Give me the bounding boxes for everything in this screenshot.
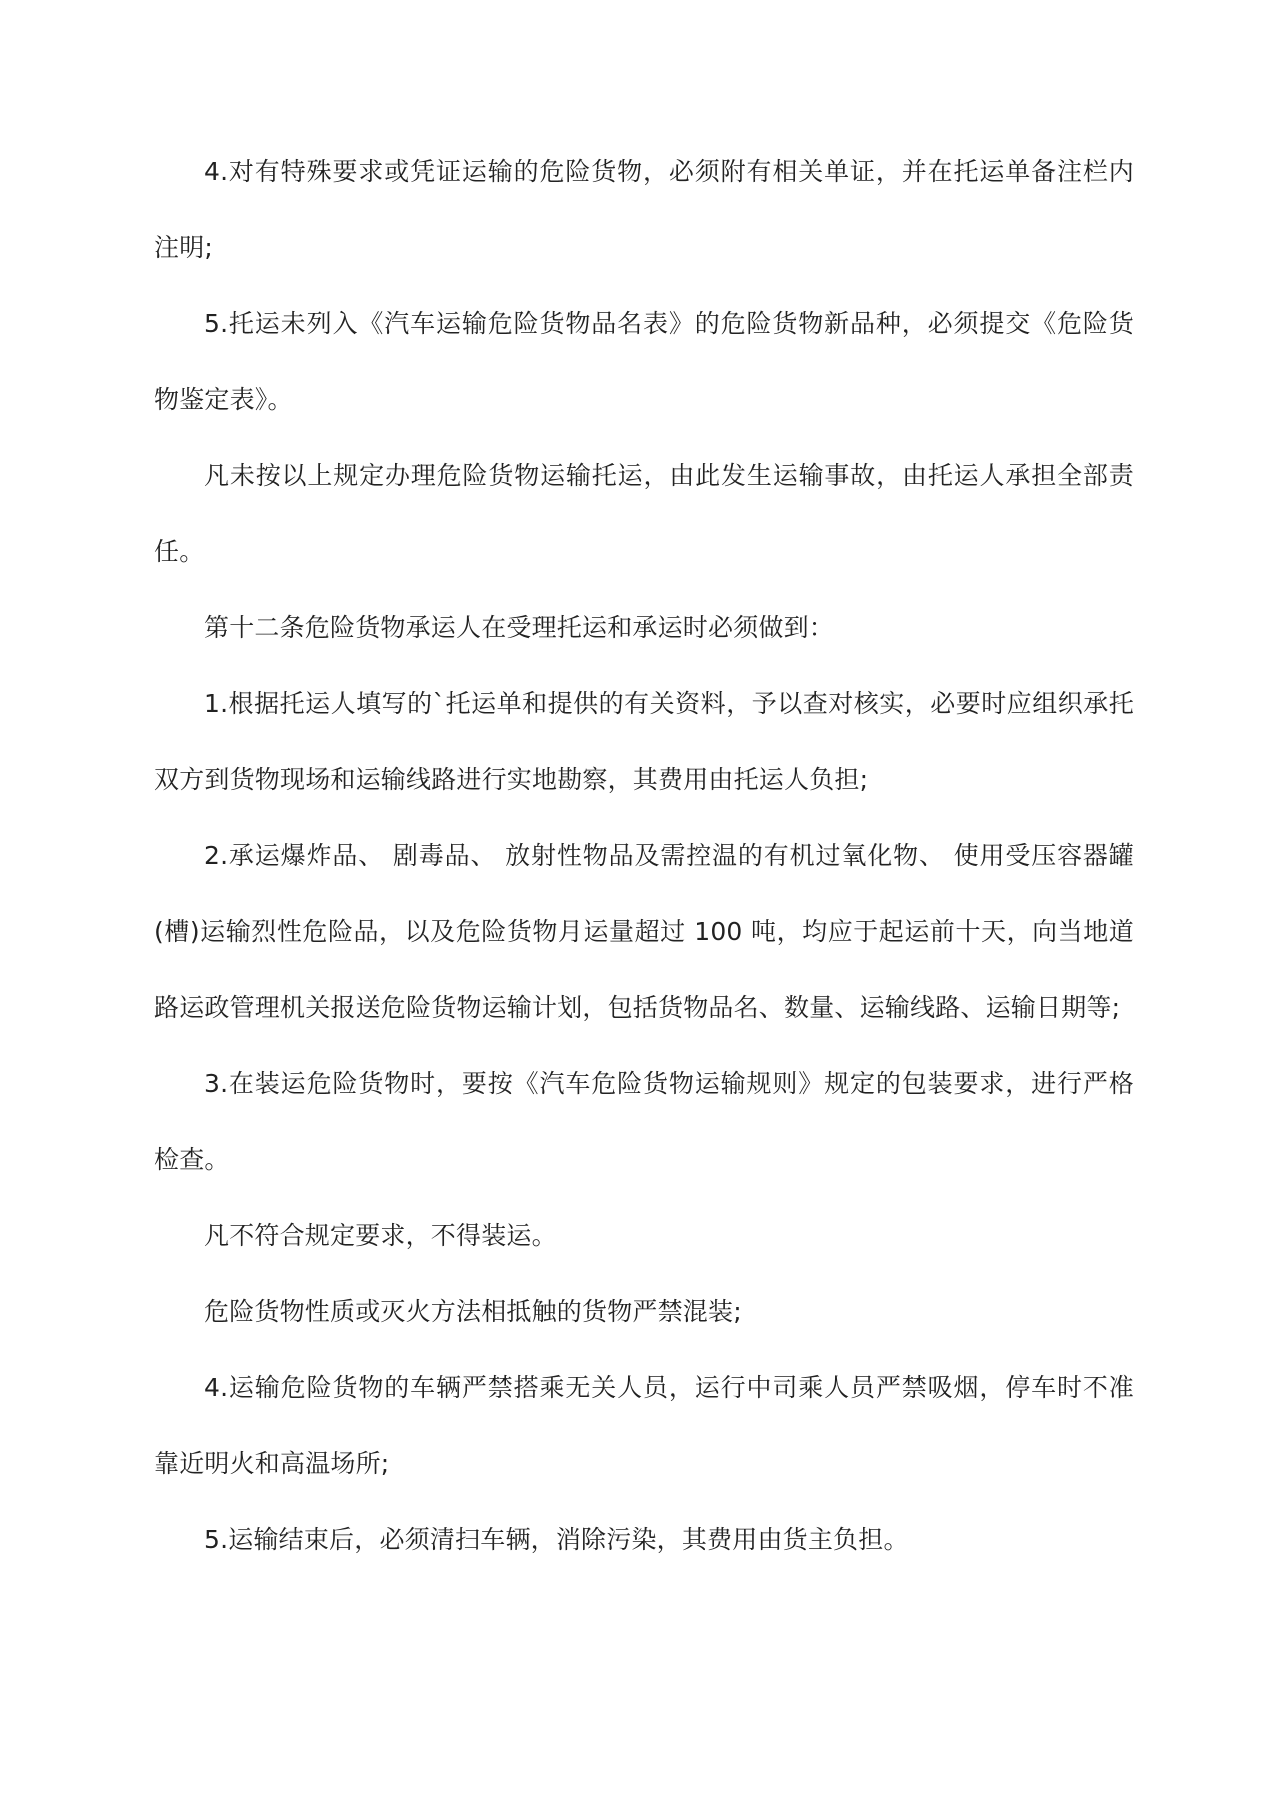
paragraph-item-1-verification: 1.根据托运人填写的`托运单和提供的有关资料，予以查对核实，必要时应组织承托双方到货物现场和运输线路进行实地勘察，其费用由托运人负担; xyxy=(154,689,1134,794)
paragraph-item-2-transport-plan: 2.承运爆炸品、 剧毒品、 放射性物品及需控温的有机过氧化物、 使用受压容器罐(槽)运输烈性危险品，以及危险货物月运量超过 100 吨，均应于起运前十天，向当地道路运政管理机关报送危险货物运输计划，包括货物品名、数量、运输线路、运输日期等; xyxy=(154,841,1134,1022)
paragraph-no-mixed-loading: 危险货物性质或灭火方法相抵触的货物严禁混装; xyxy=(204,1297,742,1326)
paragraph-article-12-heading: 第十二条危险货物承运人在受理托运和承运时必须做到： xyxy=(204,613,835,642)
document-body xyxy=(154,134,1134,1578)
paragraph-item-5-cleaning: 5.运输结束后，必须清扫车辆，消除污染，其费用由货主负担。 xyxy=(204,1525,909,1554)
paragraph-item-4-special-documents: 4.对有特殊要求或凭证运输的危险货物，必须附有相关单证，并在托运单备注栏内注明; xyxy=(154,157,1134,262)
paragraph-liability-notice: 凡未按以上规定办理危险货物运输托运，由此发生运输事故，由托运人承担全部责任。 xyxy=(154,461,1134,566)
paragraph-item-5-new-varieties: 5.托运未列入《汽车运输危险货物品名表》的危险货物新品种，必须提交《危险货物鉴定表》。 xyxy=(154,309,1134,414)
paragraph-item-3-packaging-check: 3.在装运危险货物时，要按《汽车危险货物运输规则》规定的包装要求，进行严格检查。 xyxy=(154,1069,1134,1174)
paragraph-item-4-no-passengers: 4.运输危险货物的车辆严禁搭乘无关人员，运行中司乘人员严禁吸烟，停车时不准靠近明火和高温场所; xyxy=(154,1373,1134,1478)
paragraph-no-loading: 凡不符合规定要求，不得装运。 xyxy=(204,1221,557,1250)
